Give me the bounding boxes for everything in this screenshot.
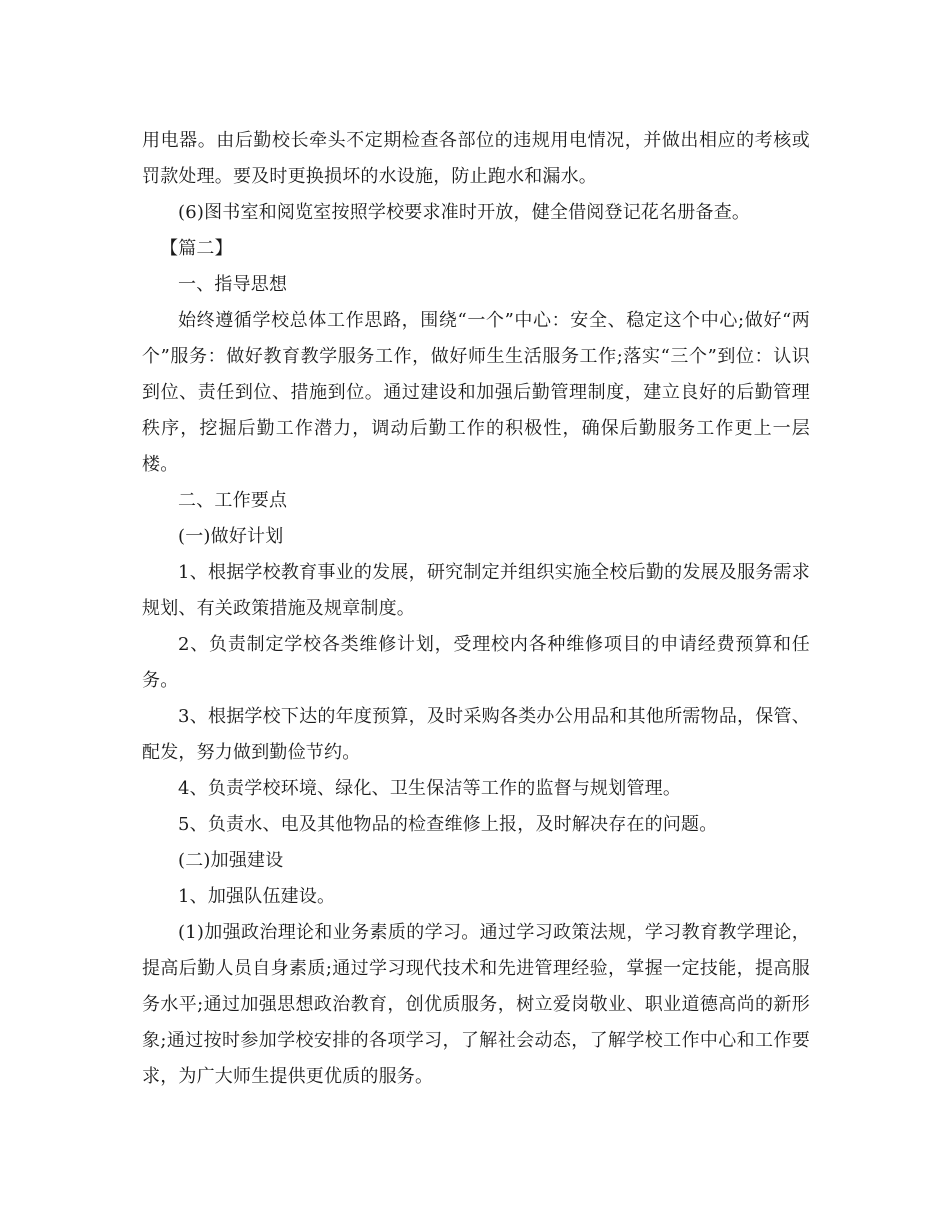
document-body <box>142 123 810 1095</box>
heading-work-points: 二、工作要点 <box>178 490 288 511</box>
heading-guiding-thought: 一、指导思想 <box>178 274 288 295</box>
paragraph-library-item: (6)图书室和阅览室按照学校要求准时开放，健全借阅登记花名册备查。 <box>178 202 751 223</box>
list-item-planning-3: 3、根据学校下达的年度预算，及时采购各类办公用品和其他所需物品，保管、配发，努力做到勤俭节约。 <box>142 706 810 763</box>
list-item-planning-5: 5、负责水、电及其他物品的检查维修上报，及时解决存在的问题。 <box>178 814 718 835</box>
list-item-planning-1: 1、根据学校教育事业的发展，研究制定并组织实施全校后勤的发展及服务需求规划、有关政策措施及规章制度。 <box>142 562 810 619</box>
paragraph-political-study: (1)加强政治理论和业务素质的学习。通过学习政策法规，学习教育教学理论，提高后勤人员自身素质;通过学习现代技术和先进管理经验，掌握一定技能，提高服务水平;通过加强思想政治教育，创优质服务，树立爱岗敬业、职业道德高尚的新形象;通过按时参加学校安排的各项学习，了解社会动态，了解学校工作中心和工作要求，为广大师生提供更优质的服务。 <box>142 922 810 1087</box>
list-item-planning-4: 4、负责学校环境、绿化、卫生保洁等工作的监督与规划管理。 <box>178 778 682 799</box>
section-heading-part-two: 【篇二】 <box>160 238 233 259</box>
list-item-planning-2: 2、负责制定学校各类维修计划，受理校内各种维修项目的申请经费预算和任务。 <box>142 634 810 691</box>
list-item-team-building: 1、加强队伍建设。 <box>178 886 336 907</box>
subheading-planning: (一)做好计划 <box>178 526 284 547</box>
paragraph-guiding-thought: 始终遵循学校总体工作思路，围绕“一个”中心：安全、稳定这个中心;做好“两个”服务：做好教育教学服务工作，做好师生生活服务工作;落实“三个”到位：认识到位、责任到位、措施到位。通过建设和加强后勤管理制度，建立良好的后勤管理秩序，挖掘后勤工作潜力，调动后勤工作的积极性，确保后勤服务工作更上一层楼。 <box>142 310 810 475</box>
subheading-construction: (二)加强建设 <box>178 850 284 871</box>
paragraph-continuation: 用电器。由后勤校长牵头不定期检查各部位的违规用电情况，并做出相应的考核或罚款处理。要及时更换损坏的水设施，防止跑水和漏水。 <box>142 130 810 187</box>
